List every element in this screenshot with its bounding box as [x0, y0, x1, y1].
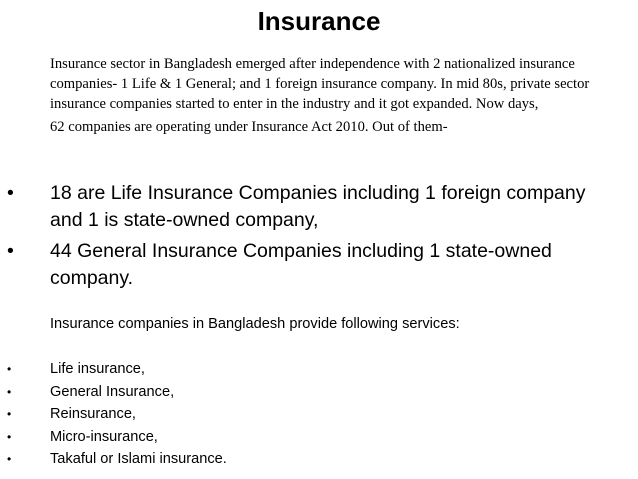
list-item: [0, 426, 638, 449]
list-item-text: Life insurance,: [50, 361, 145, 377]
bullet-icon: •: [7, 362, 12, 376]
list-item: [0, 180, 638, 234]
bullet-icon: •: [7, 429, 12, 444]
list-item-text: 18 are Life Insurance Companies including 1 foreign company and 1 is state-owned company,: [50, 182, 586, 231]
list-item-text: General Insurance,: [50, 383, 175, 400]
list-item: [0, 448, 638, 471]
bullet-icon: •: [7, 384, 12, 399]
list-item-text: Micro-insurance,: [50, 428, 158, 445]
bullet-icon: •: [7, 407, 12, 421]
bullet-icon: •: [7, 452, 12, 466]
services-list: [0, 358, 638, 471]
bullet-icon: •: [7, 240, 14, 262]
page-title: Insurance: [257, 6, 381, 36]
intro-continuation: 62 companies are operating under Insurance Act 2010. Out of them-: [50, 119, 448, 135]
list-item-text: 44 General Insurance Companies including 1 state-owned company.: [50, 240, 552, 289]
list-item-text: Reinsurance,: [50, 406, 136, 422]
list-item: [0, 238, 638, 292]
list-item-text: Takaful or Islami insurance.: [50, 451, 227, 467]
list-item: [0, 381, 638, 404]
bullet-icon: •: [7, 182, 14, 204]
list-item: [0, 403, 638, 426]
services-heading: Insurance companies in Bangladesh provide following services:: [50, 316, 460, 332]
intro-paragraph: Insurance sector in Bangladesh emerged after independence with 2 nationalized insurance companies- 1 Life & 1 General; and 1 foreign insurance company. In mid 80s, private sector insurance companies started to enter in the industry and it got expanded. Now days,: [50, 56, 590, 112]
highlights-list: [0, 180, 638, 296]
list-item: [0, 358, 638, 381]
